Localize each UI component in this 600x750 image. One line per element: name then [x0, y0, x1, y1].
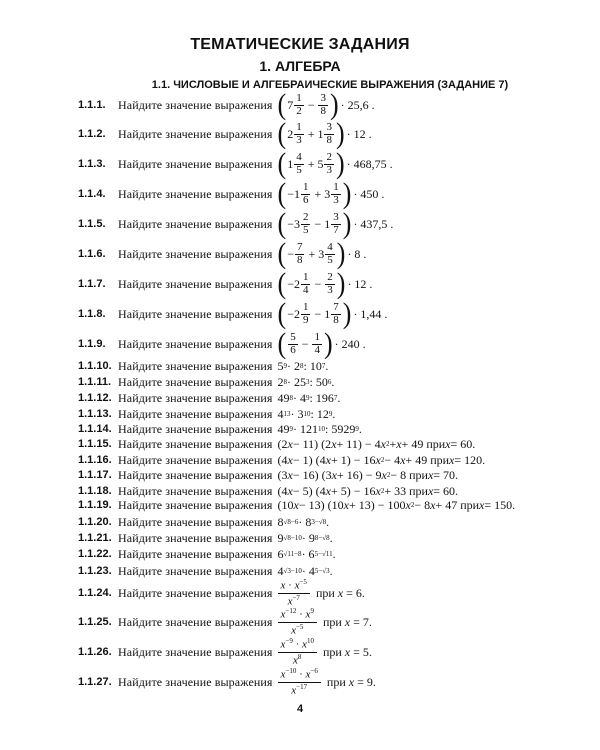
problem-body — [118, 236, 367, 271]
fraction — [325, 272, 335, 296]
whole-part: 1 — [324, 216, 331, 231]
problem-instruction: Найдите значение выражения — [118, 276, 273, 291]
math-expression — [277, 87, 375, 122]
problem-number: 1.1.20. — [78, 516, 112, 528]
denominator: 8 — [333, 313, 339, 326]
math-expression: 6 √11−8 · 6 5−√11 . — [277, 546, 336, 561]
problem-instruction: Найдите значение выражения — [118, 674, 273, 689]
problem-instruction: Найдите значение выражения — [118, 585, 273, 600]
denominator: $x^{-5}$ — [291, 622, 304, 637]
mixed-number — [324, 302, 342, 326]
problem-instruction: Найдите значение выражения — [118, 374, 273, 389]
problem-number: 1.1.26. — [78, 646, 112, 658]
whole-part: −2 — [287, 276, 300, 291]
math-expression — [277, 266, 373, 301]
math-expression — [278, 578, 365, 608]
problem-body — [118, 116, 372, 151]
problem-body — [118, 498, 515, 513]
problem-number: 1.1.5. — [78, 218, 106, 230]
denominator: 2 — [296, 104, 302, 117]
left-parenthesis: ( — [277, 146, 287, 181]
mixed-number — [287, 272, 311, 296]
numerator: 1 — [302, 270, 309, 283]
operator: + — [307, 156, 315, 171]
math-expression — [277, 116, 372, 151]
left-parenthesis: ( — [277, 296, 287, 331]
fraction — [301, 182, 311, 206]
denominator: $x^{-7}$ — [287, 593, 300, 608]
denominator: 7 — [333, 223, 339, 236]
expression-condition: при x = 9. — [326, 674, 376, 689]
right-parenthesis: ) — [336, 266, 346, 301]
mixed-number — [287, 242, 305, 266]
parenthesized-expression — [277, 326, 333, 361]
fraction — [301, 212, 311, 236]
numerator: $x^{-9} \cdot x^{10}$ — [278, 637, 317, 652]
power-fraction — [278, 578, 310, 608]
problem-body — [118, 564, 333, 579]
problem-body — [118, 206, 394, 241]
math-expression — [277, 146, 393, 181]
power-fraction — [278, 607, 317, 637]
numerator: $x^{-12} \cdot x^9$ — [278, 607, 317, 622]
denominator: 3 — [326, 163, 332, 176]
operator: + — [308, 246, 316, 261]
problem-number: 1.1.11. — [78, 376, 112, 388]
problem-number: 1.1.14. — [78, 423, 112, 435]
parenthesized-expression — [277, 116, 345, 151]
problem-body — [118, 391, 340, 406]
problem-instruction: Найдите значение выражения — [118, 452, 273, 467]
operator: − — [314, 276, 322, 291]
problem-item — [0, 545, 600, 563]
problem-instruction: Найдите значение выражения — [118, 306, 273, 321]
math-expression: (4 x − 1) (4 x + 1) − 16 x 2 − 4 x + 49 при x = 120. — [277, 452, 486, 467]
problem-instruction: Найдите значение выражения — [118, 421, 273, 436]
left-parenthesis: ( — [277, 206, 287, 241]
problem-body — [118, 375, 334, 390]
expression-condition: при x = 7. — [322, 614, 372, 629]
fraction — [331, 212, 341, 236]
problem-body — [118, 266, 373, 301]
numerator: 1 — [296, 91, 302, 104]
problem-item — [0, 206, 600, 241]
numerator: 3 — [333, 210, 339, 223]
math-expression — [277, 326, 366, 361]
denominator: 3 — [327, 283, 333, 296]
problem-body — [118, 359, 328, 374]
whole-part: 7 — [287, 97, 294, 112]
left-parenthesis: ( — [277, 236, 287, 271]
problem-instruction: Найдите значение выражения — [118, 497, 273, 512]
numerator: 4 — [327, 240, 333, 253]
whole-part: − — [287, 246, 294, 261]
numerator: 5 — [290, 330, 296, 343]
expression-tail: · 437,5 . — [353, 216, 394, 231]
numerator: 7 — [333, 300, 339, 313]
problem-instruction: Найдите значение выражения — [118, 186, 273, 201]
numerator: 3 — [326, 120, 332, 133]
problem-body — [118, 531, 333, 546]
problem-number: 1.1.19. — [78, 499, 112, 511]
whole-part: 1 — [287, 156, 294, 171]
problem-number: 1.1.6. — [78, 248, 106, 260]
problem-number: 1.1.7. — [78, 278, 106, 290]
problem-number: 1.1.2. — [78, 128, 106, 140]
mixed-number — [324, 212, 342, 236]
mixed-number — [287, 182, 311, 206]
mixed-number — [287, 302, 311, 326]
fraction — [294, 93, 304, 117]
parenthesized-expression — [277, 266, 346, 301]
problem-instruction: Найдите значение выражения — [118, 246, 273, 261]
problem-number: 1.1.23. — [78, 565, 112, 577]
numerator: 2 — [327, 270, 333, 283]
expression-tail: · 240 . — [334, 336, 366, 351]
problem-number: 1.1.12. — [78, 392, 112, 404]
denominator: 8 — [296, 253, 303, 266]
expression-tail: · 450 . — [353, 186, 385, 201]
math-expression: 49 8 · 4 9 : 196 7 . — [277, 390, 341, 405]
problem-body — [118, 146, 393, 181]
power-fraction — [278, 637, 317, 667]
whole-part: 5 — [317, 156, 324, 171]
page-heading: ТЕМАТИЧЕСКИЕ ЗАДАНИЯ — [190, 36, 410, 53]
operator: + — [307, 126, 315, 141]
math-expression: (2 x − 11) (2 x + 11) − 4 x 2 + x + 49 при x = 60. — [277, 436, 476, 451]
numerator: $x \cdot x^{-5}$ — [278, 578, 310, 593]
expression-tail: · 12 . — [347, 276, 373, 291]
numerator: 1 — [302, 180, 309, 193]
problem-instruction: Найдите значение выражения — [118, 336, 273, 351]
problem-item — [0, 87, 600, 122]
denominator: 8 — [326, 133, 332, 146]
parenthesized-expression — [277, 296, 352, 331]
numerator: 7 — [296, 240, 303, 253]
problem-number: 1.1.18. — [78, 485, 112, 497]
parenthesized-expression — [277, 176, 352, 211]
fraction — [325, 242, 335, 266]
denominator: 6 — [290, 343, 296, 356]
problem-instruction: Найдите значение выражения — [118, 530, 273, 545]
math-expression — [277, 296, 388, 331]
problem-instruction: Найдите значение выражения — [118, 563, 273, 578]
denominator: 3 — [333, 193, 339, 206]
problem-item — [0, 116, 600, 151]
problem-body — [118, 326, 366, 361]
problem-body — [118, 667, 376, 697]
denominator: 3 — [296, 133, 302, 146]
fraction — [301, 272, 311, 296]
fraction — [331, 302, 341, 326]
numerator: 1 — [296, 120, 302, 133]
numerator: 2 — [326, 150, 332, 163]
parenthesized-expression — [277, 146, 345, 181]
fraction — [324, 122, 334, 146]
problem-number: 1.1.24. — [78, 587, 112, 599]
problem-number: 1.1.22. — [78, 548, 112, 560]
math-expression: (10 x − 13) (10 x + 13) − 100 x 2 − 8 x + 47 при x = 150. — [277, 497, 516, 512]
fraction — [331, 182, 341, 206]
problem-instruction: Найдите значение выражения — [118, 406, 273, 421]
mixed-number — [287, 122, 305, 146]
problem-instruction: Найдите значение выражения — [118, 514, 273, 529]
parenthesized-expression — [277, 87, 339, 122]
numerator: 1 — [314, 330, 320, 343]
parenthesized-expression — [277, 236, 346, 271]
problem-item — [0, 236, 600, 271]
problem-instruction: Найдите значение выражения — [118, 97, 273, 112]
math-expression — [278, 607, 372, 637]
chapter-title: 1. АЛГЕБРА — [259, 58, 341, 74]
problem-item — [0, 266, 600, 301]
problem-instruction: Найдите значение выражения — [118, 644, 273, 659]
problem-body — [118, 437, 475, 452]
operator: − — [307, 97, 315, 112]
problem-instruction: Найдите значение выражения — [118, 436, 273, 451]
expression-tail: · 12 . — [346, 126, 372, 141]
numerator: 4 — [296, 150, 302, 163]
numerator: 2 — [302, 210, 309, 223]
expression-condition: при x = 5. — [322, 644, 372, 659]
problem-number: 1.1.1. — [78, 99, 106, 111]
mixed-number — [324, 182, 342, 206]
problem-body — [118, 578, 365, 608]
right-parenthesis: ) — [342, 206, 352, 241]
math-expression: 4 √3−10 · 4 5−√3 . — [277, 563, 333, 578]
fraction — [288, 332, 298, 356]
problem-item — [0, 326, 600, 361]
problem-number: 1.1.4. — [78, 188, 106, 200]
denominator: 5 — [296, 163, 302, 176]
page-number: 4 — [296, 703, 304, 715]
expression-tail: · 1,44 . — [353, 306, 388, 321]
problem-instruction: Найдите значение выражения — [118, 483, 273, 498]
math-expression — [277, 206, 394, 241]
problem-number: 1.1.16. — [78, 454, 112, 466]
left-parenthesis: ( — [277, 87, 287, 122]
parenthesized-expression — [277, 206, 352, 241]
fraction — [312, 332, 322, 356]
expression-tail: · 8 . — [347, 246, 367, 261]
math-expression: 8 √8−6 · 8 3−√8 . — [277, 514, 330, 529]
problem-instruction: Найдите значение выражения — [118, 467, 273, 482]
whole-part: 1 — [317, 126, 324, 141]
fraction — [301, 302, 311, 326]
math-expression: 49 9 · 121 10 : 5929 9 . — [277, 421, 362, 436]
problem-number: 1.1.17. — [78, 469, 112, 481]
problem-instruction: Найдите значение выражения — [118, 546, 273, 561]
problem-number: 1.1.8. — [78, 308, 106, 320]
problem-item — [0, 296, 600, 331]
math-expression — [278, 667, 376, 697]
numerator: $x^{-10} \cdot x^{-6}$ — [278, 667, 321, 682]
right-parenthesis: ) — [323, 326, 333, 361]
operator: − — [314, 216, 322, 231]
mixed-number — [287, 152, 305, 176]
whole-part: −1 — [287, 186, 300, 201]
problem-instruction: Найдите значение выражения — [118, 216, 273, 231]
problem-number: 1.1.15. — [78, 438, 112, 450]
fraction — [295, 242, 305, 266]
section-title: 1.1. ЧИСЛОВЫЕ И АЛГЕБРАИЧЕСКИЕ ВЫРАЖЕНИЯ (ЗАДАНИЕ 7) — [151, 79, 509, 91]
power-fraction — [278, 667, 321, 697]
problem-body — [118, 468, 458, 483]
math-expression: 9 √8−10 · 9 8−√8 . — [277, 530, 333, 545]
whole-part: −2 — [287, 306, 300, 321]
operator: − — [301, 336, 309, 351]
mixed-number — [317, 152, 335, 176]
problem-item — [0, 607, 600, 637]
operator: + — [314, 186, 322, 201]
problem-instruction: Найдите значение выражения — [118, 156, 273, 171]
problem-body — [118, 547, 336, 562]
operator: − — [314, 306, 322, 321]
problem-number: 1.1.25. — [78, 616, 112, 628]
expression-condition: при x = 6. — [315, 585, 365, 600]
fraction — [324, 152, 334, 176]
mixed-number — [287, 212, 311, 236]
problem-item — [0, 578, 600, 608]
mixed-number — [318, 242, 336, 266]
expression-tail: · 25,6 . — [340, 97, 375, 112]
math-expression: 5 9 · 2 8 : 10 7 . — [277, 358, 329, 373]
math-expression: 4 13 · 3 10 : 12 9 . — [277, 406, 336, 421]
whole-part: 3 — [324, 186, 331, 201]
math-expression — [277, 236, 367, 271]
denominator: 9 — [302, 313, 309, 326]
right-parenthesis: ) — [335, 146, 345, 181]
problem-item — [0, 496, 600, 514]
whole-part: 1 — [324, 306, 331, 321]
numerator: 1 — [333, 180, 339, 193]
problem-instruction: Найдите значение выражения — [118, 390, 273, 405]
denominator: 8 — [320, 104, 326, 117]
problem-body — [118, 296, 388, 331]
problem-body — [118, 607, 372, 637]
mixed-number — [287, 332, 299, 356]
problem-instruction: Найдите значение выражения — [118, 614, 273, 629]
left-parenthesis: ( — [277, 176, 287, 211]
math-expression: (3 x − 16) (3 x + 16) − 9 x 2 − 8 при x = 70. — [277, 467, 459, 482]
denominator: 5 — [302, 223, 309, 236]
right-parenthesis: ) — [329, 87, 339, 122]
mixed-number — [311, 332, 323, 356]
problem-number: 1.1.10. — [78, 360, 112, 372]
problem-body — [118, 515, 329, 530]
problem-body — [118, 637, 372, 667]
denominator: $x^8$ — [293, 652, 302, 667]
problem-item — [0, 637, 600, 667]
problem-number: 1.1.3. — [78, 158, 106, 170]
denominator: 6 — [302, 193, 309, 206]
math-expression: (4 x − 5) (4 x + 5) − 16 x 2 + 33 при x = 60. — [277, 483, 459, 498]
math-expression: 2 8 · 25 3 : 50 6 . — [277, 374, 335, 389]
problem-number: 1.1.27. — [78, 676, 112, 688]
right-parenthesis: ) — [336, 236, 346, 271]
left-parenthesis: ( — [277, 116, 287, 151]
fraction — [294, 152, 304, 176]
problem-number: 1.1.9. — [78, 338, 106, 350]
problem-instruction: Найдите значение выражения — [118, 358, 273, 373]
mixed-number — [324, 272, 336, 296]
mixed-number — [287, 93, 305, 117]
math-expression — [277, 176, 385, 211]
left-parenthesis: ( — [277, 266, 287, 301]
problem-item — [0, 667, 600, 697]
whole-part: 2 — [287, 126, 294, 141]
whole-part: 3 — [318, 246, 325, 261]
problem-item — [0, 146, 600, 181]
fraction — [294, 122, 304, 146]
problem-item — [0, 176, 600, 211]
problem-body — [118, 176, 385, 211]
whole-part: −3 — [287, 216, 300, 231]
denominator: 5 — [327, 253, 333, 266]
mixed-number — [317, 122, 335, 146]
right-parenthesis: ) — [335, 116, 345, 151]
numerator: 1 — [302, 300, 309, 313]
problem-number: 1.1.21. — [78, 532, 112, 544]
math-expression — [278, 637, 372, 667]
problem-body — [118, 87, 375, 122]
fraction — [318, 93, 328, 117]
problem-number: 1.1.13. — [78, 408, 112, 420]
denominator: 4 — [302, 283, 309, 296]
denominator: 4 — [314, 343, 320, 356]
left-parenthesis: ( — [277, 326, 287, 361]
denominator: $x^{-17}$ — [291, 682, 308, 697]
right-parenthesis: ) — [342, 296, 352, 331]
numerator: 3 — [320, 91, 326, 104]
right-parenthesis: ) — [342, 176, 352, 211]
problem-instruction: Найдите значение выражения — [118, 126, 273, 141]
mixed-number — [317, 93, 329, 117]
expression-tail: · 468,75 . — [346, 156, 393, 171]
